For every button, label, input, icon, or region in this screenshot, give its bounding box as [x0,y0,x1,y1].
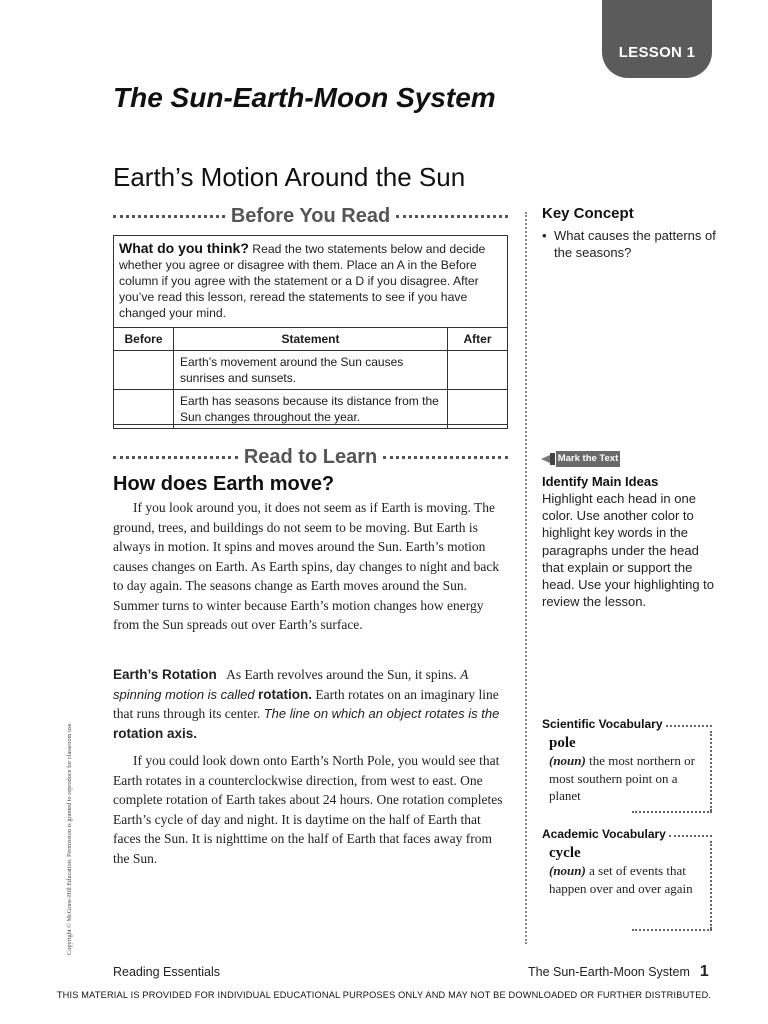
vocab-word-pole: pole [549,735,576,751]
read-to-learn-heading: Read to Learn [243,445,378,468]
think-prompt [119,240,501,321]
copyright-notice: Copyright © McGraw-Hill Education. Permission is granted to reproduce for classroom use. [66,722,73,955]
footer-book-title: Reading Essentials [113,965,221,979]
what-do-you-think-box [113,235,508,425]
page-title: The Sun-Earth-Moon System [113,82,496,113]
pencil-band-icon [550,453,555,465]
bullet-icon: • [542,228,547,243]
page-number: 1 [699,963,709,980]
identify-main-ideas-heading: Identify Main Ideas [542,474,659,489]
divider-dots-right [383,456,508,459]
vocab-def-cycle: (noun) a set of events that happen over and over again [549,863,693,896]
vocab-box-bottom [632,929,712,931]
lesson-label: LESSON 1 [618,44,696,61]
rotation-head: Earth’s Rotation [113,667,217,682]
table-row [114,390,508,429]
statement-cell: Earth’s movement around the Sun causes sunrises and sunsets. [174,351,448,390]
academic-vocabulary-heading: Academic Vocabulary [542,827,666,841]
identify-main-ideas-body: Highlight each head in one color. Use another color to highlight key words in the paragraphs under the head that explain or support the head. Use your highlighting to review the lesson. [542,491,715,610]
statement-table [113,327,508,429]
column-header: Statement [174,328,448,351]
section-title: Earth’s Motion Around the Sun [113,162,466,192]
divider-dots-left [113,215,225,218]
column-header: Before [114,328,174,351]
key-concept-text: What causes the patterns of the seasons? [554,228,716,260]
vocab-def-pole: (noun) the most northern or most southern point on a planet [549,753,695,803]
rotation-text-2: A [460,667,469,682]
divider-dots-right [396,215,508,218]
footer-lesson-title: The Sun-Earth-Moon System [528,965,690,979]
key-concept-item [542,227,732,261]
statement-cell: Earth has seasons because its distance from the Sun changes throughout the year. [174,390,448,429]
rotation-axis-term: rotation axis. [113,725,198,741]
pencil-tip-icon [541,455,550,463]
table-row [114,351,508,390]
lesson-tab [602,0,712,78]
paragraph-north-pole [113,751,508,868]
think-prompt-text: Read the two statements below and decide whether you agree or disagree with them. Place an A in the Before column if you agree with the statement or a D if you disagree. After you’ve read this lesson, reread the statements to see if you have changed your mind. [119,242,486,320]
rotation-text-3: spinning motion is called [113,686,255,702]
after-cell[interactable] [448,390,508,429]
vocab-pos: (noun) [549,863,586,878]
how-does-earth-move-heading: How does Earth move? [113,473,335,495]
vocab-word-cycle: cycle [549,845,581,861]
footer-lesson [528,963,709,981]
before-you-read-heading: Before You Read [230,204,391,227]
paragraph-rotation [113,665,508,743]
column-divider [525,212,527,944]
vocab-pos: (noun) [549,753,586,768]
paragraph-north-pole-text: If you could look down onto Earth’s North Pole, you would see that Earth rotates in a counterclockwise direction, from west to east. One complete rotation of Earth takes about 24 hours. One rotation completes Earth’s cycle of day and night. It is daytime on the half of Earth that faces the Sun. It is nighttime on the half of Earth that faces away from the Sun. [113,753,503,866]
after-cell[interactable] [448,351,508,390]
scientific-vocabulary-heading: Scientific Vocabulary [542,717,663,731]
before-cell[interactable] [114,390,174,429]
table-header-row [114,328,508,351]
before-you-read-divider [113,205,508,227]
vocab-box-bottom [632,811,712,813]
read-to-learn-divider [113,446,508,468]
academic-vocabulary-box [542,827,712,931]
column-header: After [448,328,508,351]
divider-dots-left [113,456,238,459]
rotation-text-5: The line on which an object rotates is the [263,706,500,721]
rotation-term: rotation. [258,686,313,702]
think-prompt-bold: What do you think? [119,240,249,256]
mark-the-text-label: Mark the Text [556,451,620,467]
rotation-text-1: As Earth revolves around the Sun, it spins. [226,667,457,682]
distribution-disclaimer: THIS MATERIAL IS PROVIDED FOR INDIVIDUAL EDUCATIONAL PURPOSES ONLY AND MAY NOT BE DOWNLOADED OR FURTHER DISTRIBUTED. [56,990,712,1000]
key-concept-title: Key Concept [542,205,634,222]
rotation-text-4: Earth rotates on an imaginary line that runs through its center. [113,686,499,721]
scientific-vocabulary-box [542,717,712,813]
paragraph-intro-text: If you look around you, it does not seem as if Earth is moving. The ground, trees, and buildings do not seem to be moving. But Earth is always in motion. It spins and moves around the Sun. Earth’s motion causes changes on Earth. As Earth spins, day changes to night and back to day again. The seasons change as Earth moves around the Sun. Summer turns to winter because Earth’s motion changes how energy from the Sun spreads out over Earth’s surface. [113,500,500,632]
paragraph-intro [113,498,508,635]
before-cell[interactable] [114,351,174,390]
